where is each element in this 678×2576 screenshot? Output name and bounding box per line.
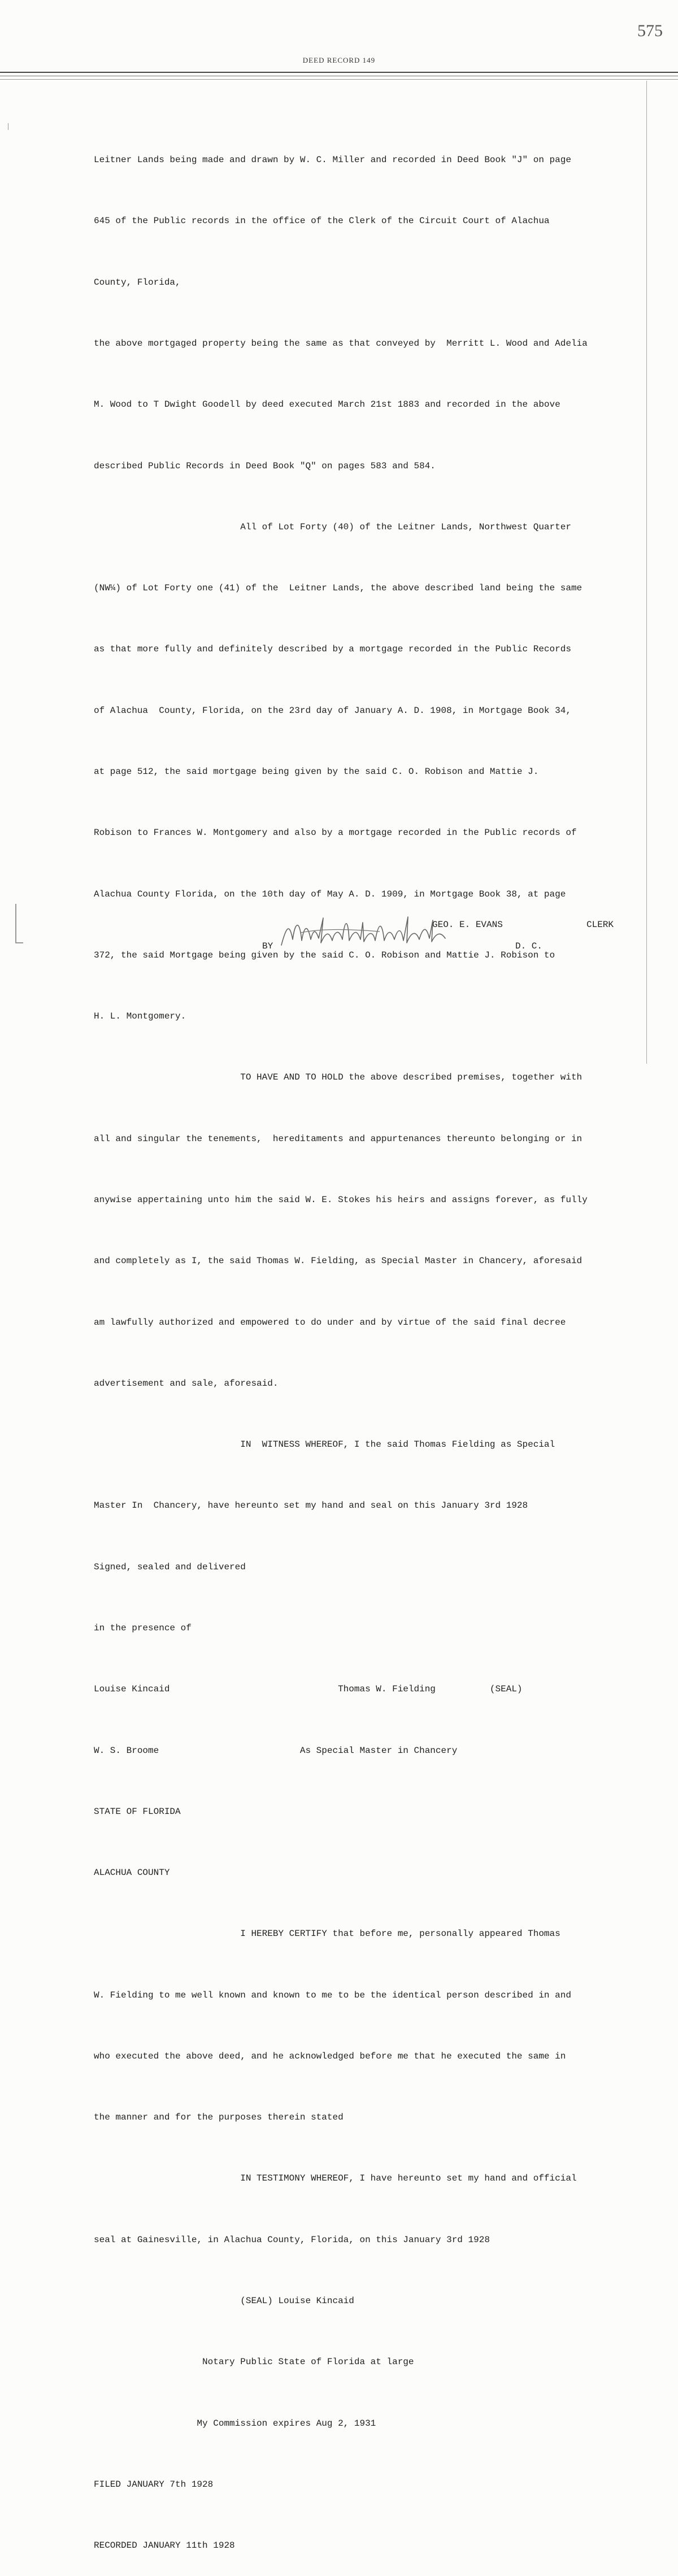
body-line: (SEAL) Louise Kincaid <box>94 2296 354 2307</box>
body-line: M. Wood to T Dwight Goodell by deed executed March 21st 1883 and recorded in the above <box>94 399 560 410</box>
header-rule <box>0 72 678 73</box>
body-line: seal at Gainesville, in Alachua County, Florida, on this January 3rd 1928 <box>94 2234 490 2245</box>
body-line: in the presence of <box>94 1622 192 1633</box>
body-line: STATE OF FLORIDA <box>94 1806 181 1817</box>
body-line: am lawfully authorized and empowered to do under and by virtue of the said final decree <box>94 1317 566 1328</box>
body-line: who executed the above deed, and he acknowledged before me that he executed the same in <box>94 2051 566 2061</box>
body-line: Robison to Frances W. Montgomery and also by a mortgage recorded in the Public records of <box>94 828 577 838</box>
body-line: H. L. Montgomery. <box>94 1011 186 1022</box>
body-line: the above mortgaged property being the same as that conveyed by Merritt L. Wood and Adelia <box>94 338 588 349</box>
body-line: Notary Public State of Florida at large <box>94 2357 414 2368</box>
body-line: IN WITNESS WHEREOF, I the said Thomas Fielding as Special <box>94 1439 555 1450</box>
body-line: described Public Records in Deed Book "Q" on pages 583 and 584. <box>94 460 436 471</box>
deputy-clerk-label: D. C. <box>515 941 543 951</box>
body-line: W. S. Broome As Special Master in Chancery <box>94 1745 458 1756</box>
body-line: Leitner Lands being made and drawn by W. C. Miller and recorded in Deed Book "J" on page <box>94 155 571 166</box>
body-line: All of Lot Forty (40) of the Leitner Lands, Northwest Quarter <box>94 521 571 532</box>
body-line: and completely as I, the said Thomas W. Fielding, as Special Master in Chancery, aforesaid <box>94 1256 583 1267</box>
clerk-name: GEO. E. EVANS <box>432 920 503 930</box>
body-line: Signed, sealed and delivered <box>94 1561 246 1572</box>
body-line: (NW¼) of Lot Forty one (41) of the Leitner Lands, the above described land being the same <box>94 583 583 594</box>
body-line: Alachua County Florida, on the 10th day of May A. D. 1909, in Mortgage Book 38, at page <box>94 889 566 899</box>
body-line: County, Florida, <box>94 277 181 288</box>
body-line: I HEREBY CERTIFY that before me, personally appeared Thomas <box>94 1929 560 1939</box>
body-line: anywise appertaining unto him the said W. E. Stokes his heirs and assigns forever, as fully <box>94 1194 588 1205</box>
body-line: 372, the said Mortgage being given by the said C. O. Robison and Mattie J. Robison to <box>94 950 555 960</box>
body-line: RECORDED JANUARY 11th 1928 <box>94 2540 235 2551</box>
body-line: Louise Kincaid Thomas W. Fielding (SEAL) <box>94 1684 523 1695</box>
body-line: at page 512, the said mortgage being given by the said C. O. Robison and Mattie J. <box>94 767 539 777</box>
body-line: ALACHUA COUNTY <box>94 1868 170 1878</box>
margin-bracket <box>15 904 16 943</box>
body-line: TO HAVE AND TO HOLD the above described premises, together with <box>94 1072 583 1083</box>
header-rule-faint <box>0 79 678 80</box>
deed-body-text <box>94 109 647 2576</box>
body-line: of Alachua County, Florida, on the 23rd day of January A. D. 1908, in Mortgage Book 34, <box>94 705 571 716</box>
body-line: advertisement and sale, aforesaid. <box>94 1378 279 1389</box>
body-line: My Commission expires Aug 2, 1931 <box>94 2418 376 2429</box>
body-line: W. Fielding to me well known and known to me to be the identical person described in and <box>94 1990 571 2000</box>
page-header-title: DEED RECORD 149 <box>302 56 376 64</box>
body-line: 645 of the Public records in the office of the Clerk of the Circuit Court of Alachua <box>94 216 550 227</box>
by-label: BY <box>262 941 273 951</box>
body-line: all and singular the tenements, hereditaments and appurtenances thereunto belonging or in <box>94 1133 583 1144</box>
clerk-title: CLERK <box>586 920 614 930</box>
body-line: IN TESTIMONY WHEREOF, I have hereunto set my hand and official <box>94 2173 577 2184</box>
body-line: FILED JANUARY 7th 1928 <box>94 2479 214 2490</box>
margin-bracket-foot <box>15 942 23 943</box>
body-line: the manner and for the purposes therein stated <box>94 2112 344 2123</box>
body-line: Master In Chancery, have hereunto set my hand and seal on this January 3rd 1928 <box>94 1500 528 1511</box>
handwritten-signature <box>278 906 481 956</box>
body-line: as that more fully and definitely described by a mortgage recorded in the Public Records <box>94 644 571 655</box>
page-number: 575 <box>637 21 663 40</box>
